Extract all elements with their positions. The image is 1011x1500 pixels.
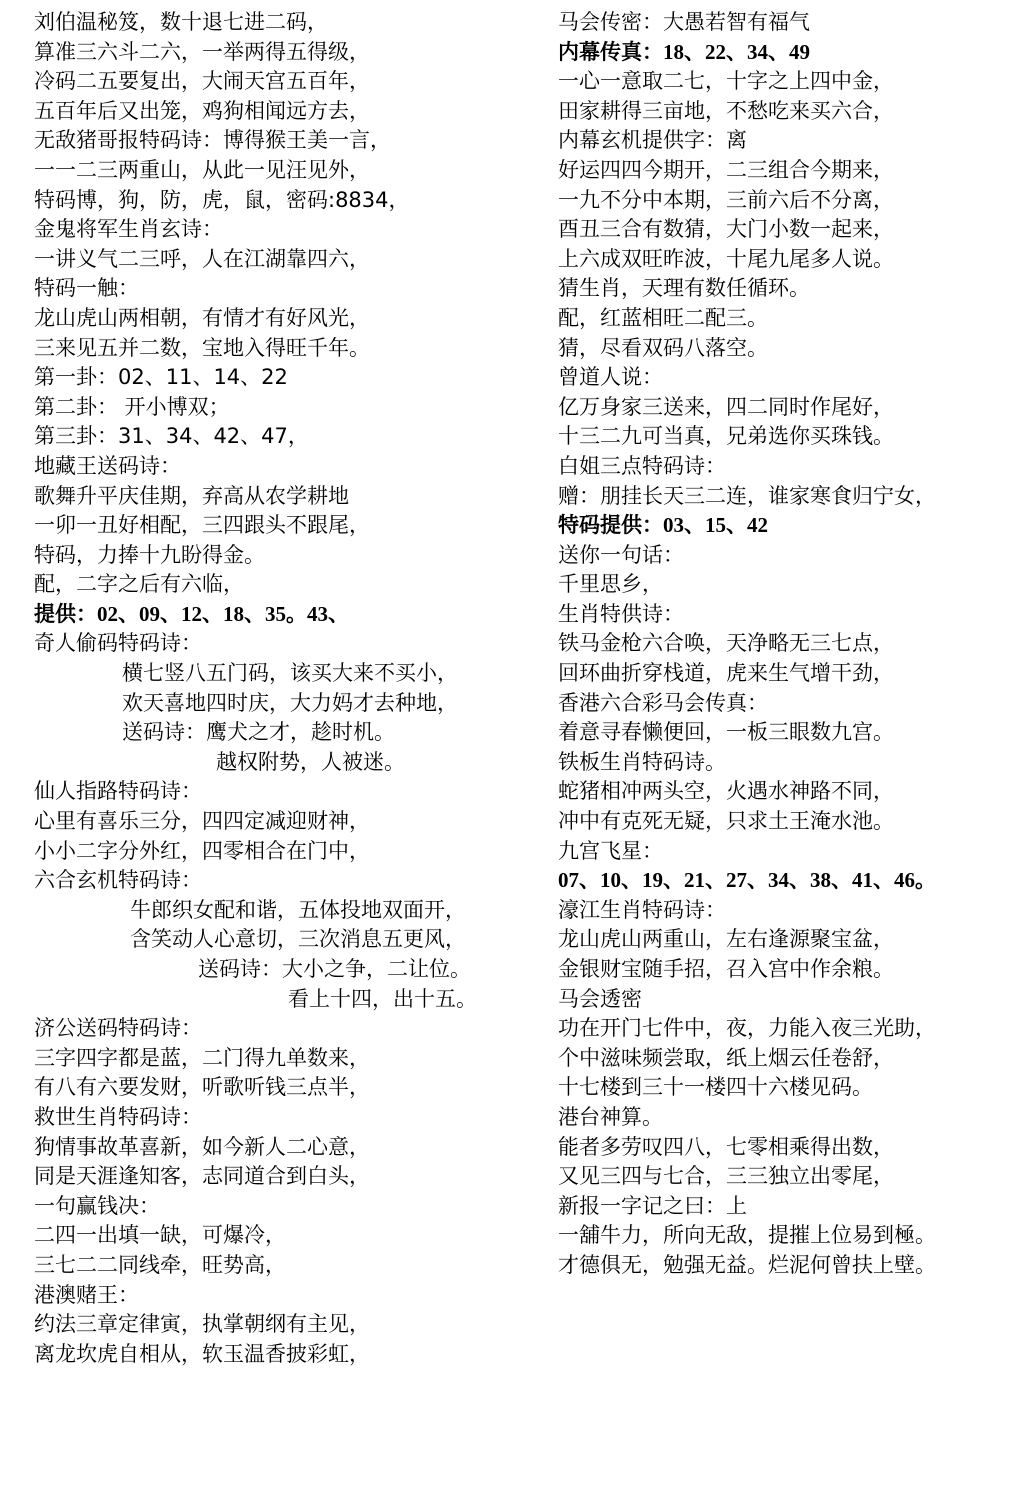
text-line: 地藏王送码诗： — [34, 453, 181, 478]
text-line: 马会传密：大愚若智有福气 — [558, 10, 810, 34]
text-line: 含笑动人心意切，三次消息五更风， — [130, 927, 466, 952]
text-line: 第三卦：31、34、42、47， — [34, 424, 309, 449]
text-line: 才德俱无，勉强无益。烂泥何曾扶上壁。 — [558, 1252, 936, 1277]
text-line: 又见三四与七合，三三独立出零尾， — [558, 1164, 894, 1189]
text-line: 无敌猪哥报特码诗：博得猴王美一言， — [34, 128, 391, 153]
text-line: 特码，力捧十九盼得金。 — [34, 542, 265, 567]
text-line: 三字四字都是蓝，二门得九单数来， — [34, 1045, 370, 1070]
text-line: 回环曲折穿栈道，虎来生气增干劲， — [558, 661, 894, 686]
text-line: 十七楼到三十一楼四十六楼见码。 — [558, 1075, 873, 1100]
text-line: 白姐三点特码诗： — [558, 453, 726, 478]
text-line: 欢天喜地四时庆，大力妈才去种地， — [122, 690, 458, 715]
text-line: 配，红蓝相旺二配三。 — [558, 305, 768, 330]
text-line: 心里有喜乐三分，四四定减迎财神， — [34, 809, 370, 834]
text-line: 香港六合彩马会传真： — [558, 690, 768, 715]
text-line: 蛇猪相冲两头空，火遇水神路不同， — [558, 779, 894, 804]
text-line: 猜生肖，天理有数任循环。 — [558, 276, 810, 301]
text-line: 一句赢钱决： — [34, 1193, 160, 1218]
text-line: 约法三章定律寅，执掌朝纲有主见， — [34, 1312, 370, 1337]
text-line: 同是天涯逢知客，志同道合到白头， — [34, 1164, 370, 1189]
text-line: 马会透密 — [558, 986, 642, 1011]
text-line: 提供：02、09、12、18、35。43、 — [34, 601, 349, 626]
text-line: 猜，尽看双码八落空。 — [558, 335, 768, 360]
text-line: 一舖牛力，所向无敌，提摧上位易到極。 — [558, 1223, 936, 1248]
text-line: 离龙坎虎自相从，软玉温香披彩虹， — [34, 1341, 370, 1366]
right-column — [558, 8, 998, 1281]
text-line: 上六成双旺昨波，十尾九尾多人说。 — [558, 246, 894, 271]
text-line: 特码一触： — [34, 276, 139, 301]
text-line: 送码诗：鹰犬之才，趁时机。 — [122, 720, 395, 745]
text-line: 龙山虎山两重山，左右逢源聚宝盆， — [558, 927, 894, 952]
text-line: 一心一意取二七，十字之上四中金， — [558, 69, 894, 94]
text-line: 一九不分中本期，三前六后不分离， — [558, 187, 894, 212]
text-line: 金银财宝随手招，召入宫中作余粮。 — [558, 957, 894, 981]
text-line: 二四一出填一缺，可爆冷， — [34, 1223, 286, 1248]
text-line: 横七竖八五门码，该买大来不买小， — [122, 661, 458, 686]
text-line: 越权附势，人被迷。 — [216, 749, 405, 774]
text-line: 刘伯温秘笈，数十退七进二码， — [34, 10, 328, 34]
text-line: 一一二三两重山，从此一见汪见外， — [34, 157, 370, 182]
text-line: 九宫飞星： — [558, 838, 663, 863]
text-line: 生肖特供诗： — [558, 601, 684, 626]
text-line: 内幕玄机提供字：离 — [558, 128, 747, 153]
text-line: 千里思乡， — [558, 572, 663, 597]
text-line: 内幕传真：18、22、34、49 — [558, 39, 810, 64]
text-line: 金鬼将军生肖玄诗： — [34, 217, 223, 242]
text-line: 奇人偷码特码诗： — [34, 631, 202, 656]
text-line: 07、10、19、21、27、34、38、41、46。 — [558, 868, 936, 893]
text-line: 歌舞升平庆佳期，弃高从农学耕地 — [34, 483, 349, 508]
text-line: 龙山虎山两相朝，有情才有好风光， — [34, 305, 370, 330]
text-line: 好运四四今期开，二三组合今期来， — [558, 157, 894, 182]
text-line: 濠江生肖特码诗： — [558, 897, 726, 922]
text-line: 港台神算。 — [558, 1104, 663, 1129]
text-line: 五百年后又出笼，鸡狗相闻远方去， — [34, 98, 370, 123]
text-line: 一卯一丑好相配，三四跟头不跟尾， — [34, 513, 370, 538]
text-line: 田家耕得三亩地，不愁吃来买六合， — [558, 98, 894, 123]
text-line: 能者多劳叹四八，七零相乘得出数， — [558, 1134, 894, 1159]
text-line: 配，二字之后有六临， — [34, 572, 244, 597]
text-line: 冲中有克死无疑，只求土王淹水池。 — [558, 809, 894, 834]
text-line: 酉丑三合有数猜，大门小数一起来， — [558, 217, 894, 242]
text-line: 送你一句话： — [558, 542, 684, 567]
left-column — [34, 8, 534, 1369]
text-line: 着意寻春懒便回，一板三眼数九宫。 — [558, 720, 894, 745]
text-line: 新报一字记之曰：上 — [558, 1193, 747, 1218]
text-line: 一讲义气二三呼，人在江湖靠四六， — [34, 246, 370, 271]
text-line: 特码博，狗，防，虎，鼠，密码:8834， — [34, 187, 410, 212]
text-line: 第二卦： 开小博双； — [34, 394, 230, 419]
text-line: 六合玄机特码诗： — [34, 868, 202, 893]
text-line: 济公送码特码诗： — [34, 1016, 202, 1041]
text-line: 个中滋味频尝取，纸上烟云任卷舒， — [558, 1045, 894, 1070]
text-line: 第一卦：02、11、14、22 — [34, 365, 288, 390]
text-line: 铁马金枪六合唤，天净略无三七点， — [558, 631, 894, 656]
text-line: 港澳赌王： — [34, 1282, 139, 1307]
text-line: 赠：朋挂长天三二连，谁家寒食归宁女， — [558, 483, 936, 508]
text-line: 救世生肖特码诗： — [34, 1104, 202, 1129]
text-line: 看上十四，出十五。 — [288, 986, 477, 1011]
text-line: 特码提供：03、15、42 — [558, 513, 768, 538]
text-line: 狗情事故革喜新，如今新人二心意， — [34, 1134, 370, 1159]
text-line: 曾道人说： — [558, 365, 663, 390]
text-line: 有八有六要发财，听歌听钱三点半， — [34, 1075, 370, 1100]
text-line: 铁板生肖特码诗。 — [558, 749, 726, 774]
text-line: 三来见五并二数，宝地入得旺千年。 — [34, 335, 370, 360]
text-line: 功在开门七件中，夜，力能入夜三光助， — [558, 1016, 936, 1041]
text-line: 亿万身家三送来，四二同时作尾好， — [558, 394, 894, 419]
text-line: 送码诗：大小之争，二让位。 — [198, 957, 471, 981]
text-line: 十三二九可当真，兄弟选你买珠钱。 — [558, 424, 894, 449]
text-line: 冷码二五要复出，大闹天宫五百年， — [34, 69, 370, 94]
text-line: 算准三六斗二六，一举两得五得级， — [34, 39, 370, 64]
text-line: 小小二字分外红，四零相合在门中， — [34, 838, 370, 863]
text-line: 三七二二同线牵，旺势高， — [34, 1252, 286, 1277]
text-line: 仙人指路特码诗： — [34, 779, 202, 804]
text-line: 牛郎织女配和谐，五体投地双面开， — [130, 897, 466, 922]
